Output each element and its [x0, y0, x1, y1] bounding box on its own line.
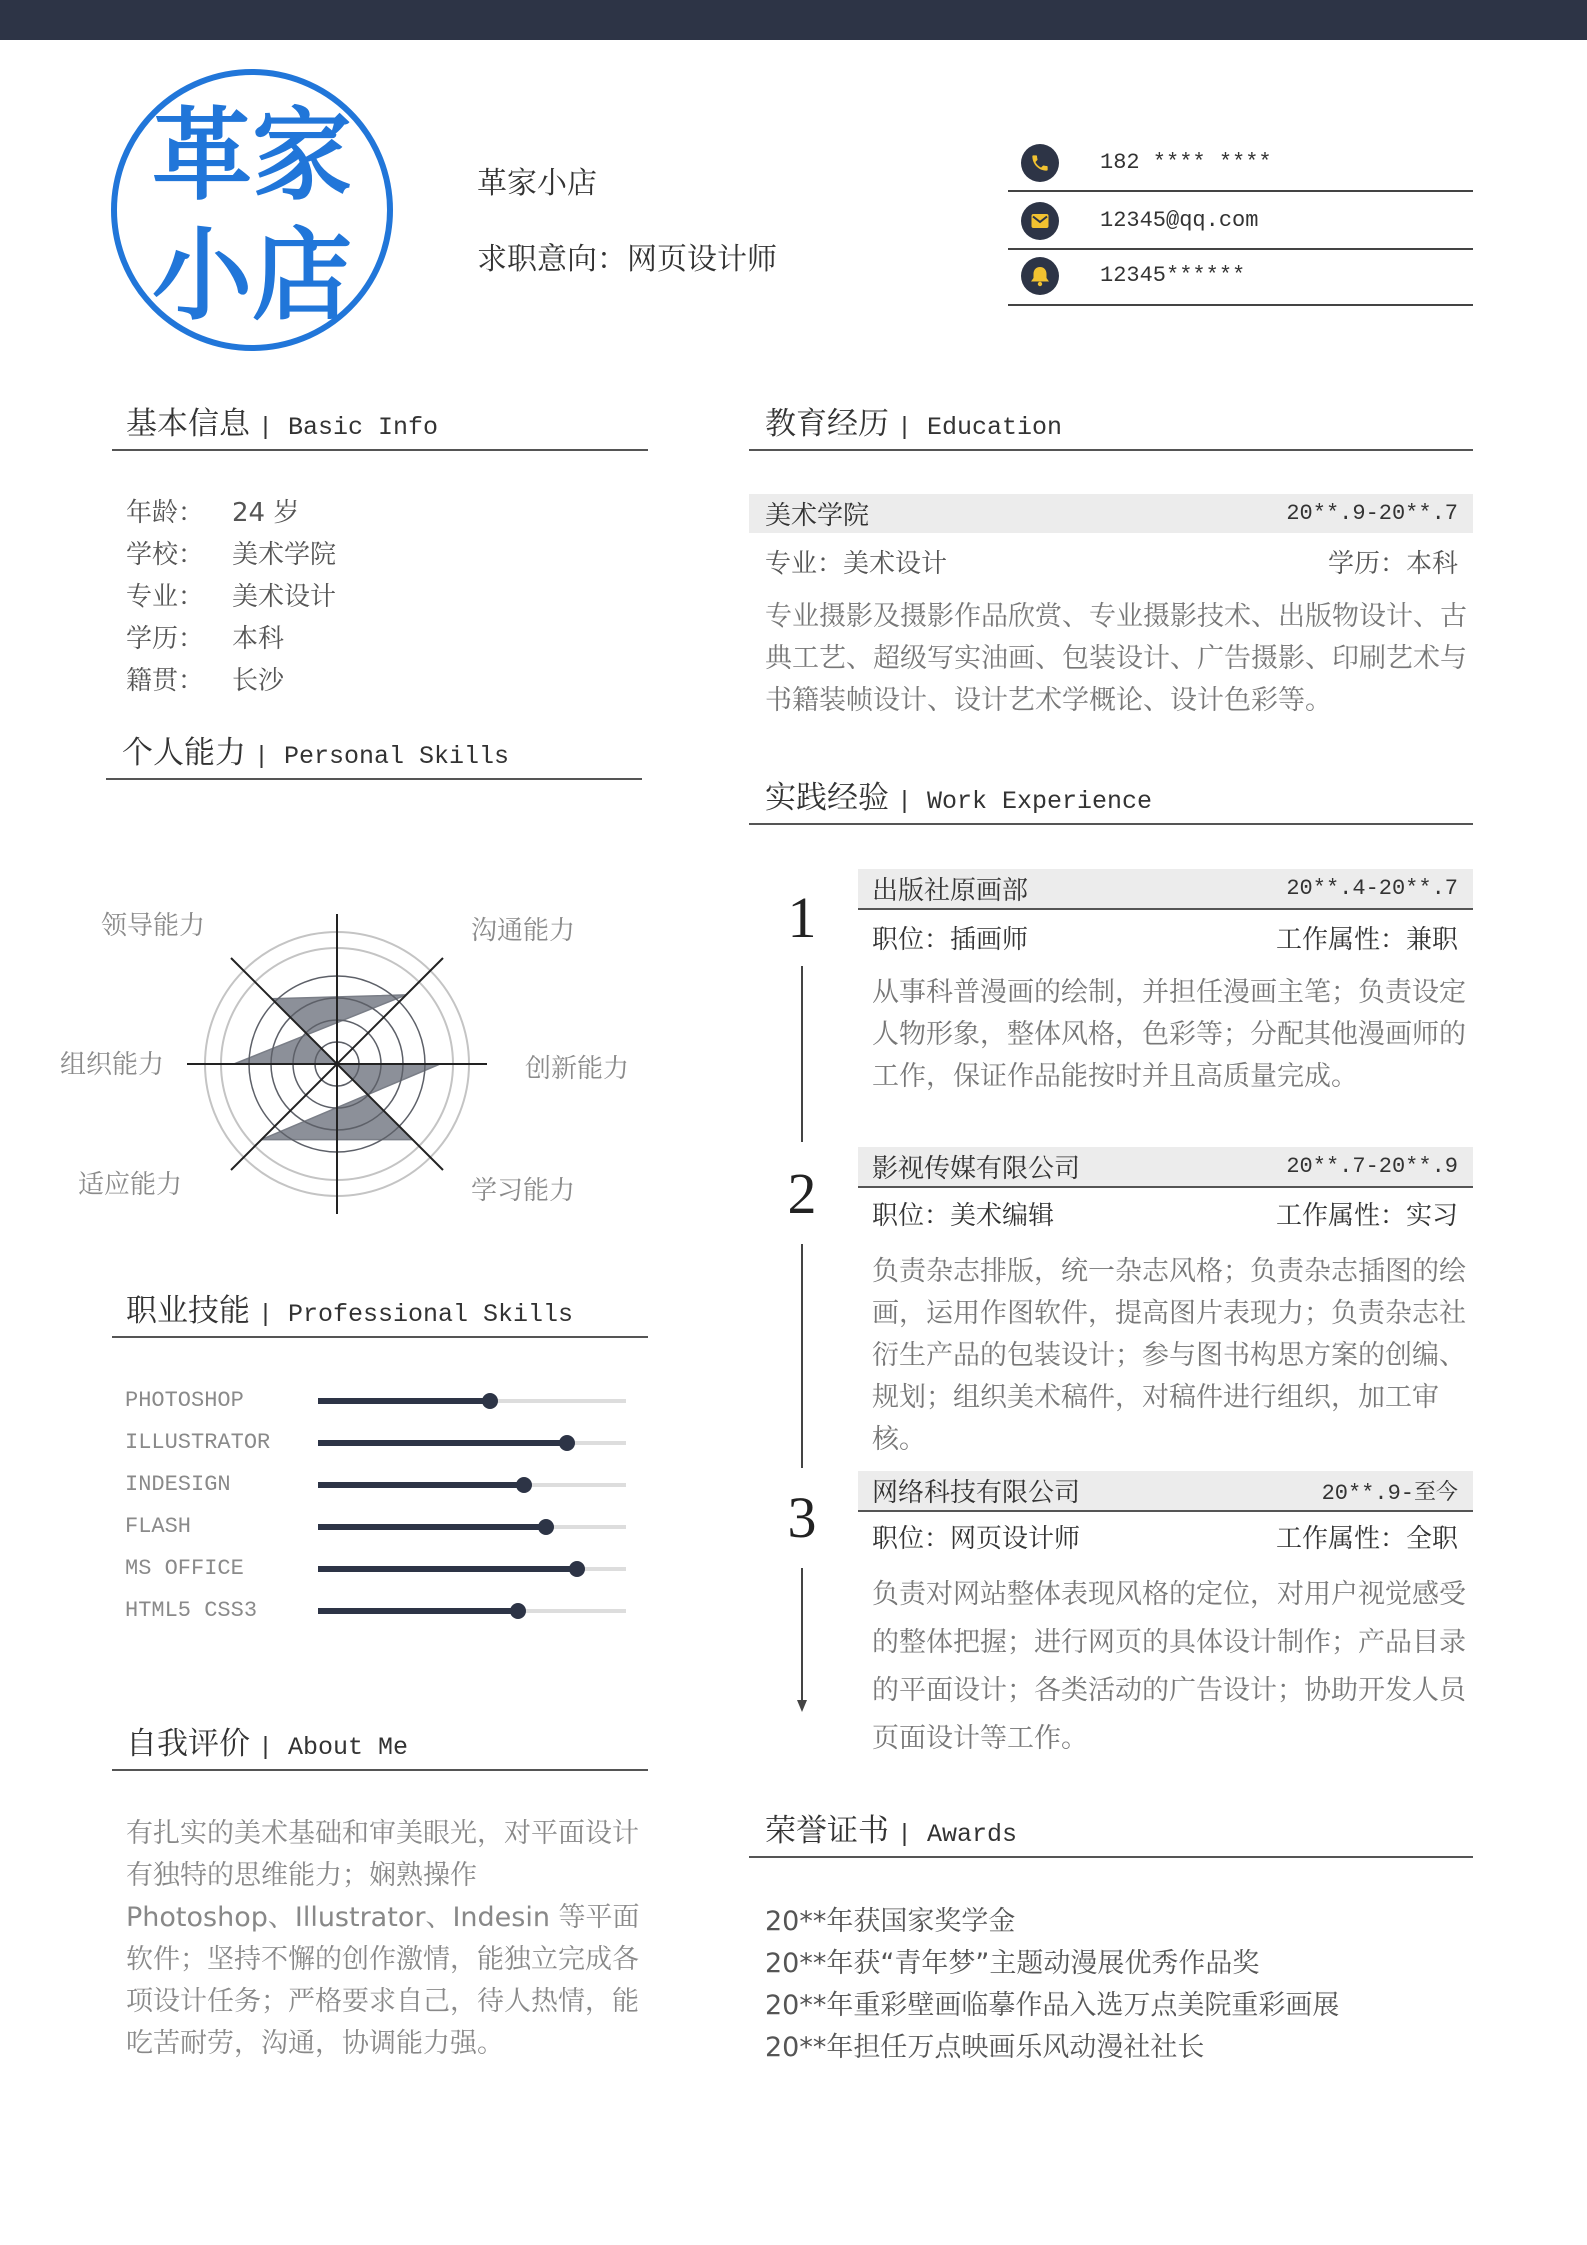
work-role-row: [872, 924, 1458, 956]
radar-label-learning: 学习能力: [470, 1176, 576, 1206]
timeline-number: 1: [787, 885, 817, 950]
radar-label-leadership: 领导能力: [100, 911, 206, 941]
education-major-row: [765, 548, 1458, 580]
award-item: 20**年重彩壁画临摹作品入选万点美院重彩画展: [765, 1990, 1340, 2021]
info-value: 美术设计: [232, 582, 337, 612]
company-name: 出版社原画部: [872, 876, 1029, 906]
education-header-band: [749, 494, 1473, 533]
work-entry-header: [858, 869, 1473, 910]
info-label: 年龄：: [126, 498, 205, 528]
contact-divider: [1008, 190, 1473, 192]
work-entry-header: [858, 1147, 1473, 1188]
section-title-zh: 职业技能: [126, 1293, 250, 1329]
section-divider: [112, 1769, 648, 1771]
skill-bar-fill: [318, 1566, 577, 1572]
info-value: 长沙: [232, 666, 285, 696]
skill-row-illustrator: [125, 1422, 635, 1464]
section-title-professional-skills: [126, 1292, 573, 1330]
work-position: 职位：美术编辑: [872, 1201, 1055, 1231]
timeline-number: 3: [787, 1485, 817, 1550]
work-type: 工作属性：兼职: [1275, 925, 1458, 955]
skill-bar-knob: [510, 1603, 526, 1619]
skill-bar-track: [318, 1441, 626, 1445]
skill-bar-knob: [516, 1477, 532, 1493]
section-title-zh: 荣誉证书: [765, 1813, 889, 1849]
radar-label-innovation: 创新能力: [524, 1054, 630, 1084]
logo-text-line-2: 小店: [152, 216, 352, 334]
skill-name: FLASH: [125, 1514, 192, 1539]
skills-radar-chart: [40, 880, 660, 1240]
contact-divider: [1008, 248, 1473, 250]
info-value: 美术学院: [232, 540, 337, 570]
skill-bar-fill: [318, 1440, 567, 1446]
skill-bar-fill: [318, 1398, 490, 1404]
info-row-age: [126, 497, 299, 529]
company-name: 影视传媒有限公司: [872, 1154, 1081, 1184]
skill-bar-knob: [538, 1519, 554, 1535]
info-row-school: [126, 539, 336, 571]
section-title-personal-skills: [122, 734, 509, 772]
awards-list: [765, 1901, 1473, 2069]
skill-row-indesign: [125, 1464, 635, 1506]
skill-row-ms-office: [125, 1548, 635, 1590]
skill-row-html5-css3: [125, 1590, 635, 1632]
info-label: 学校：: [126, 540, 205, 570]
work-role-row: [872, 1523, 1458, 1555]
profile-name: 革家小店: [477, 166, 597, 201]
radar-spokes: [187, 914, 487, 1214]
radar-label-communication: 沟通能力: [470, 916, 576, 946]
work-timeline: [790, 960, 814, 1720]
section-title-en: | Awards: [897, 1820, 1018, 1849]
skill-bar-knob: [482, 1393, 498, 1409]
section-title-en: | Professional Skills: [258, 1300, 574, 1329]
education-degree: 学历：本科: [1327, 549, 1458, 579]
skill-bar-fill: [318, 1608, 518, 1614]
skill-bar-track: [318, 1399, 626, 1403]
school-name: 美术学院: [765, 501, 870, 531]
section-title-about-me: [126, 1725, 408, 1763]
info-row-degree: [126, 623, 284, 655]
top-bar: [0, 0, 1587, 40]
skill-bar-track: [318, 1609, 626, 1613]
info-label: 籍贯：: [126, 666, 205, 696]
skill-name: PHOTOSHOP: [125, 1388, 244, 1413]
section-title-work-experience: [765, 779, 1152, 817]
work-description: 负责对网站整体表现风格的定位，对用户视觉感受的整体把握；进行网页的具体设计制作；产品目录的平面设计；各类活动的广告设计；协助开发人员页面设计等工作。: [872, 1579, 1466, 1754]
skill-name: INDESIGN: [125, 1472, 231, 1497]
skill-name: MS OFFICE: [125, 1556, 244, 1581]
section-title-zh: 基本信息: [126, 406, 250, 442]
work-type: 工作属性：实习: [1275, 1201, 1458, 1231]
section-divider: [749, 823, 1473, 825]
skill-bar-fill: [318, 1482, 524, 1488]
skill-bar-track: [318, 1483, 626, 1487]
phone-icon: [1021, 144, 1059, 182]
work-period: 20**.4-20**.7: [1286, 876, 1458, 901]
radar-label-organization: 组织能力: [59, 1050, 165, 1080]
section-title-awards: [765, 1812, 1017, 1850]
work-period: 20**.9-至今: [1321, 1481, 1458, 1506]
work-entry-header: [858, 1471, 1473, 1512]
qq-icon: [1021, 257, 1059, 295]
about-me-text: 有扎实的美术基础和审美眼光，对平面设计有独特的思维能力；娴熟操作 Photoshop、Illustrator、Indesin 等平面软件；坚持不懈的创作激情，能独立完成各项设计任务；严格要求自己，待人热情，能吃苦耐劳，沟通，协调能力强。: [126, 1818, 640, 2059]
email-icon: [1021, 202, 1059, 240]
info-row-hometown: [126, 665, 284, 697]
section-title-en: | Work Experience: [897, 787, 1153, 816]
info-row-major: [126, 581, 336, 613]
section-title-zh: 实践经验: [765, 780, 889, 816]
work-description: 负责杂志排版，统一杂志风格；负责杂志插图的绘画，运用作图软件，提高图片表现力；负责杂志社衍生产品的包装设计；参与图书构思方案的创编、规划；组织美术稿件，对稿件进行组织，加工审核。: [872, 1256, 1466, 1455]
section-title-en: | Education: [897, 413, 1063, 442]
skill-name: HTML5 CSS3: [125, 1598, 258, 1623]
award-item: 20**年获“青年梦”主题动漫展优秀作品奖: [765, 1948, 1260, 1979]
education-major: 专业：美术设计: [765, 549, 948, 579]
section-title-zh: 教育经历: [765, 406, 889, 442]
job-intent: 求职意向：网页设计师: [477, 242, 777, 277]
work-description: 从事科普漫画的绘制，并担任漫画主笔；负责设定人物形象，整体风格，色彩等；分配其他漫画师的工作，保证作品能按时并且高质量完成。: [872, 977, 1466, 1092]
award-item: 20**年获国家奖学金: [765, 1906, 1016, 1937]
skill-bars: [125, 1380, 635, 1632]
logo: [111, 69, 393, 351]
section-divider: [112, 449, 648, 451]
skill-row-flash: [125, 1506, 635, 1548]
section-title-en: | About Me: [258, 1733, 409, 1762]
section-title-zh: 个人能力: [122, 735, 246, 771]
work-position: 职位：插画师: [872, 925, 1029, 955]
section-title-zh: 自我评价: [126, 1726, 250, 1762]
skill-row-photoshop: [125, 1380, 635, 1422]
company-name: 网络科技有限公司: [872, 1478, 1081, 1508]
email-address: 12345@qq.com: [1100, 208, 1259, 233]
section-divider: [106, 778, 642, 780]
info-label: 专业：: [126, 582, 205, 612]
info-value: 24 岁: [232, 498, 300, 528]
section-divider: [112, 1336, 648, 1338]
skill-bar-fill: [318, 1524, 546, 1530]
skill-bar-track: [318, 1525, 626, 1529]
timeline-number: 2: [787, 1161, 817, 1226]
section-title-en: | Basic Info: [258, 413, 439, 442]
timeline-arrow-icon: [797, 1700, 807, 1712]
info-value: 本科: [232, 624, 285, 654]
skill-name: ILLUSTRATOR: [125, 1430, 271, 1455]
education-period: 20**.9-20**.7: [1286, 501, 1458, 526]
logo-text-line-1: 革家: [152, 96, 352, 214]
qq-number: 12345******: [1100, 263, 1246, 288]
award-item: 20**年担任万点映画乐风动漫社社长: [765, 2032, 1205, 2063]
education-courses: 专业摄影及摄影作品欣赏、专业摄影技术、出版物设计、古典工艺、超级写实油画、包装设计、广告摄影、印刷艺术与书籍装帧设计、设计艺术学概论、设计色彩等。: [765, 601, 1467, 716]
section-title-en: | Personal Skills: [254, 742, 510, 771]
skill-bar-knob: [569, 1561, 585, 1577]
skill-bar-track: [318, 1567, 626, 1571]
section-divider: [749, 449, 1473, 451]
contact-divider: [1008, 304, 1473, 306]
work-period: 20**.7-20**.9: [1286, 1154, 1458, 1179]
radar-label-adaptability: 适应能力: [77, 1170, 183, 1200]
work-position: 职位：网页设计师: [872, 1524, 1081, 1554]
skill-bar-knob: [559, 1435, 575, 1451]
phone-number: 182 **** ****: [1100, 150, 1272, 175]
section-title-education: [765, 405, 1062, 443]
section-title-basic-info: [126, 405, 438, 443]
work-role-row: [872, 1200, 1458, 1232]
info-label: 学历：: [126, 624, 205, 654]
work-type: 工作属性：全职: [1275, 1524, 1458, 1554]
section-divider: [749, 1856, 1473, 1858]
